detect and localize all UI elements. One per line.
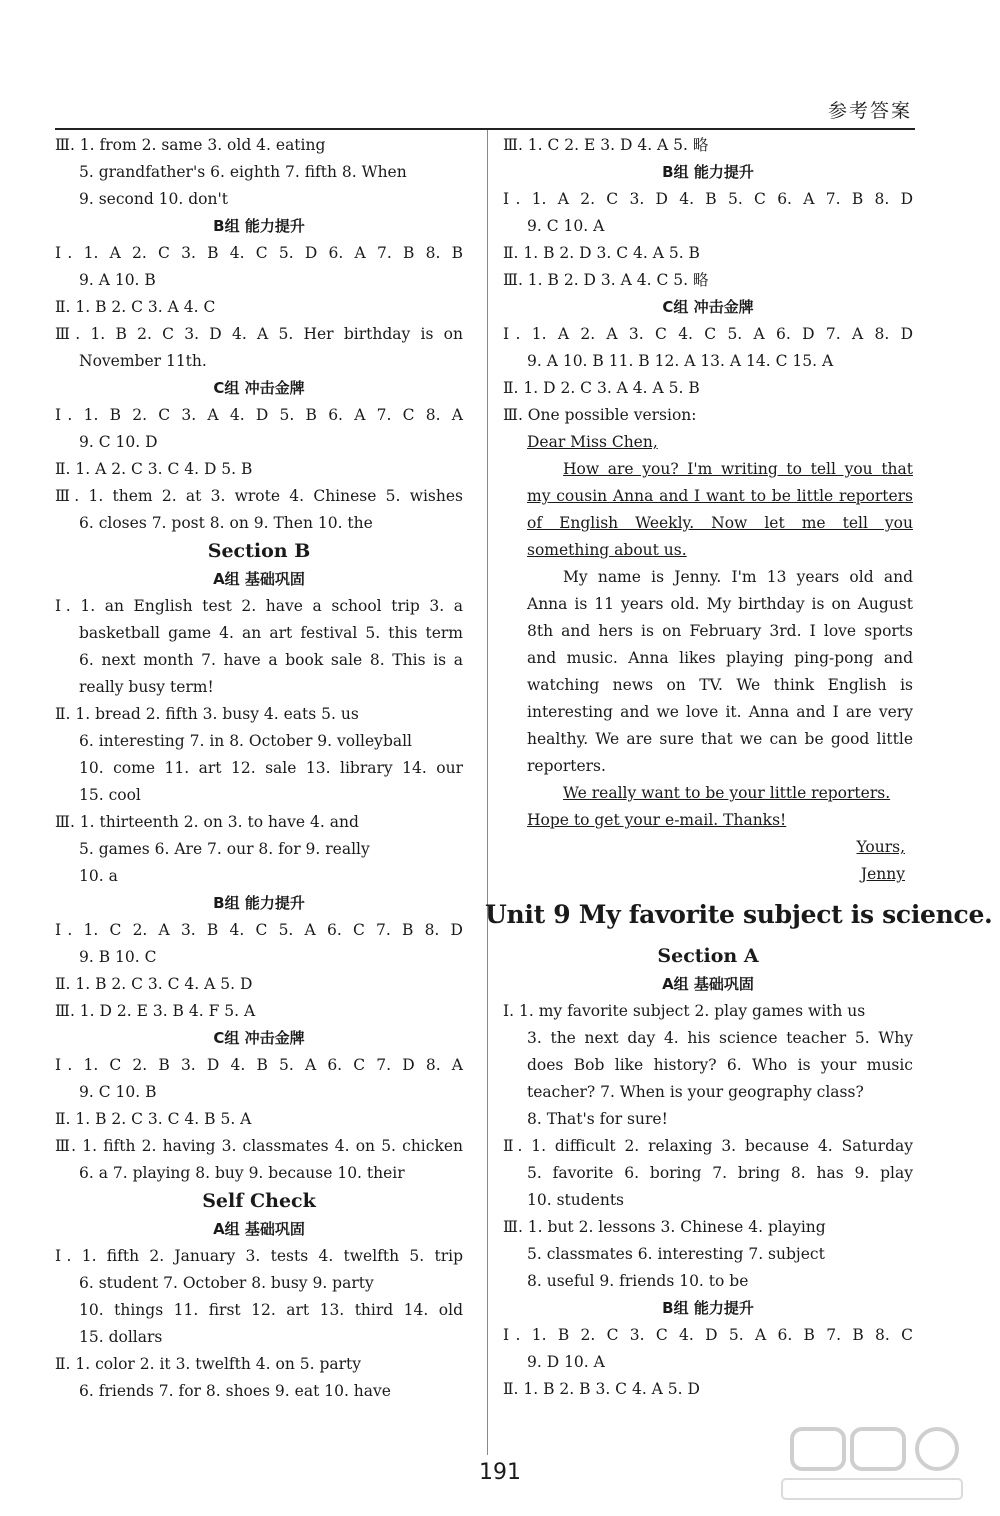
answer-line: Ⅲ. 1. B 2. C 3. D 4. A 5. Her birthday is on	[55, 325, 463, 343]
answer-line: and music. Anna likes playing ping-pong and	[527, 649, 913, 667]
answer-line: Ⅲ. 1. D 2. E 3. B 4. F 5. A	[55, 1002, 256, 1020]
answer-line: 10. things 11. first 12. art 13. third 14. old	[79, 1301, 463, 1319]
answer-line: Dear Miss Chen,	[527, 433, 658, 451]
answer-line: something about us.	[527, 541, 687, 559]
answer-line: Ⅲ. 1. fifth 2. having 3. classmates 4. on 5. chicken	[55, 1137, 463, 1155]
answer-line: Ⅰ. 1. B 2. C 3. A 4. D 5. B 6. A 7. C 8. A	[55, 406, 463, 424]
group-heading: C组 冲击金牌	[213, 379, 305, 397]
answer-line: Ⅱ. 1. B 2. C 3. A 4. C	[55, 298, 216, 316]
answer-line: 9. C 10. B	[79, 1083, 157, 1101]
answer-line: 9. A 10. B 11. B 12. A 13. A 14. C 15. A	[527, 352, 834, 370]
answer-line: 6. student 7. October 8. busy 9. party	[79, 1274, 374, 1292]
header-rule	[55, 128, 915, 130]
group-heading: A组 基础巩固	[662, 975, 754, 993]
answer-line: 9. B 10. C	[79, 948, 157, 966]
answer-line: Ⅱ. 1. difficult 2. relaxing 3. because 4. Saturday	[503, 1137, 913, 1155]
answer-line: We really want to be your little reporters.	[563, 784, 891, 802]
answer-line: Ⅰ. 1. fifth 2. January 3. tests 4. twelfth 5. trip	[55, 1247, 463, 1265]
answer-line: watching news on TV. We think English is	[527, 676, 913, 694]
answer-line: Ⅲ. One possible version:	[503, 406, 697, 424]
answer-line: really busy term!	[79, 678, 214, 696]
answer-line: reporters.	[527, 757, 606, 775]
answer-line: Ⅰ. 1. A 2. A 3. C 4. C 5. A 6. D 7. A 8. D	[503, 325, 913, 343]
answer-line: Ⅰ. 1. C 2. A 3. B 4. C 5. A 6. C 7. B 8. D	[55, 921, 463, 939]
answer-line: 15. dollars	[79, 1328, 163, 1346]
section-heading: Section B	[207, 540, 311, 562]
answer-line: 10. a	[79, 867, 118, 885]
answer-line: Ⅱ. 1. B 2. D 3. C 4. A 5. B	[503, 244, 700, 262]
answer-line: Ⅱ. 1. D 2. C 3. A 4. A 5. B	[503, 379, 700, 397]
group-heading: C组 冲击金牌	[213, 1029, 305, 1047]
group-heading: A组 基础巩固	[213, 1220, 305, 1238]
answer-line: Ⅲ. 1. B 2. D 3. A 4. C 5. 略	[503, 271, 709, 289]
answer-line: Ⅲ. 1. but 2. lessons 3. Chinese 4. playing	[503, 1218, 826, 1236]
answer-line: 10. students	[527, 1191, 625, 1209]
answer-line: 5. games 6. Are 7. our 8. for 9. really	[79, 840, 370, 858]
answer-line: Ⅲ. 1. thirteenth 2. on 3. to have 4. and	[55, 813, 359, 831]
answer-line: Yours,	[856, 838, 905, 856]
answer-line: My name is Jenny. I'm 13 years old and	[563, 568, 913, 586]
answer-line: Ⅱ. 1. color 2. it 3. twelfth 4. on 5. party	[55, 1355, 362, 1373]
answer-line: Ⅱ. 1. bread 2. fifth 3. busy 4. eats 5. us	[55, 705, 359, 723]
answer-line: 5. favorite 6. boring 7. bring 8. has 9. play	[527, 1164, 913, 1182]
watermark-logo	[772, 1421, 972, 1506]
group-heading: B组 能力提升	[213, 217, 305, 235]
answer-line: Ⅱ. 1. B 2. C 3. C 4. B 5. A	[55, 1110, 252, 1128]
group-heading: B组 能力提升	[213, 894, 305, 912]
answer-line: 6. friends 7. for 8. shoes 9. eat 10. have	[79, 1382, 391, 1400]
answer-line: Ⅰ. 1. A 2. C 3. B 4. C 5. D 6. A 7. B 8. B	[55, 244, 463, 262]
answer-line: teacher? 7. When is your geography class?	[527, 1083, 864, 1101]
answer-line: 6. closes 7. post 8. on 9. Then 10. the	[79, 514, 373, 532]
answer-line: 6. interesting 7. in 8. October 9. volleyball	[79, 732, 413, 750]
answer-line: 6. a 7. playing 8. buy 9. because 10. their	[79, 1164, 405, 1182]
answer-line: 9. C 10. A	[527, 217, 605, 235]
answer-line: Anna is 11 years old. My birthday is on August	[527, 595, 913, 613]
answer-line: healthy. We are sure that we can be good little	[527, 730, 913, 748]
answer-line: does Bob like history? 6. Who is your music	[527, 1056, 913, 1074]
answer-line: 9. second 10. don't	[79, 190, 228, 208]
left-column	[55, 132, 463, 1405]
answer-line: 5. classmates 6. interesting 7. subject	[527, 1245, 825, 1263]
answer-line: Ⅰ. 1. A 2. C 3. D 4. B 5. C 6. A 7. B 8. D	[503, 190, 913, 208]
answer-line: Hope to get your e-mail. Thanks!	[527, 811, 787, 829]
answer-line: Ⅲ. 1. them 2. at 3. wrote 4. Chinese 5. wishes	[55, 487, 463, 505]
right-column	[485, 132, 993, 1403]
page-header-title: 参考答案	[827, 100, 912, 122]
answer-line: 8th and hers is on February 3rd. I love sports	[527, 622, 913, 640]
answer-line: Ⅱ. 1. A 2. C 3. C 4. D 5. B	[55, 460, 253, 478]
answer-line: 9. D 10. A	[527, 1353, 605, 1371]
page-number: 191	[479, 1460, 521, 1485]
group-heading: A组 基础巩固	[213, 570, 305, 588]
answer-line: How are you? I'm writing to tell you that	[563, 460, 913, 478]
answer-line: Ⅱ. 1. B 2. B 3. C 4. A 5. D	[503, 1380, 700, 1398]
column-divider	[487, 130, 488, 1455]
answer-line: of English Weekly. Now let me tell you	[527, 514, 913, 532]
answer-line: Ⅲ. 1. C 2. E 3. D 4. A 5. 略	[503, 136, 709, 154]
answer-line: 8. useful 9. friends 10. to be	[527, 1272, 749, 1290]
answer-line: Ⅰ. 1. C 2. B 3. D 4. B 5. A 6. C 7. D 8. A	[55, 1056, 463, 1074]
answer-line: 6. next month 7. have a book sale 8. This is a	[79, 651, 463, 669]
group-heading: B组 能力提升	[662, 1299, 754, 1317]
answer-line: 5. grandfather's 6. eighth 7. fifth 8. When	[79, 163, 407, 181]
answer-line: Ⅰ. 1. my favorite subject 2. play games with us	[503, 1002, 866, 1020]
answer-line: 9. A 10. B	[79, 271, 156, 289]
section-heading: Self Check	[202, 1190, 316, 1212]
answer-line: Ⅲ. 1. from 2. same 3. old 4. eating	[55, 136, 326, 154]
answer-line: 10. come 11. art 12. sale 13. library 14. our	[79, 759, 463, 777]
answer-line: 9. C 10. D	[79, 433, 158, 451]
answer-line: basketball game 4. an art festival 5. this term	[79, 624, 463, 642]
group-heading: B组 能力提升	[662, 163, 754, 181]
answer-line: Ⅰ. 1. an English test 2. have a school trip 3. a	[55, 597, 463, 615]
section-heading: Section A	[657, 945, 759, 967]
answer-line: Jenny	[860, 865, 905, 883]
answer-line: 3. the next day 4. his science teacher 5. Why	[527, 1029, 913, 1047]
answer-line: my cousin Anna and I want to be little reporters	[527, 487, 913, 505]
answer-line: 15. cool	[79, 786, 141, 804]
answer-line: 8. That's for sure!	[527, 1110, 668, 1128]
answer-line: November 11th.	[79, 352, 207, 370]
unit-title: Unit 9 My favorite subject is science.	[485, 900, 993, 929]
group-heading: C组 冲击金牌	[662, 298, 754, 316]
answer-line: interesting and we love it. Anna and I are very	[527, 703, 913, 721]
answer-line: Ⅱ. 1. B 2. C 3. C 4. A 5. D	[55, 975, 253, 993]
answer-line: Ⅰ. 1. B 2. C 3. C 4. D 5. A 6. B 7. B 8. C	[503, 1326, 913, 1344]
